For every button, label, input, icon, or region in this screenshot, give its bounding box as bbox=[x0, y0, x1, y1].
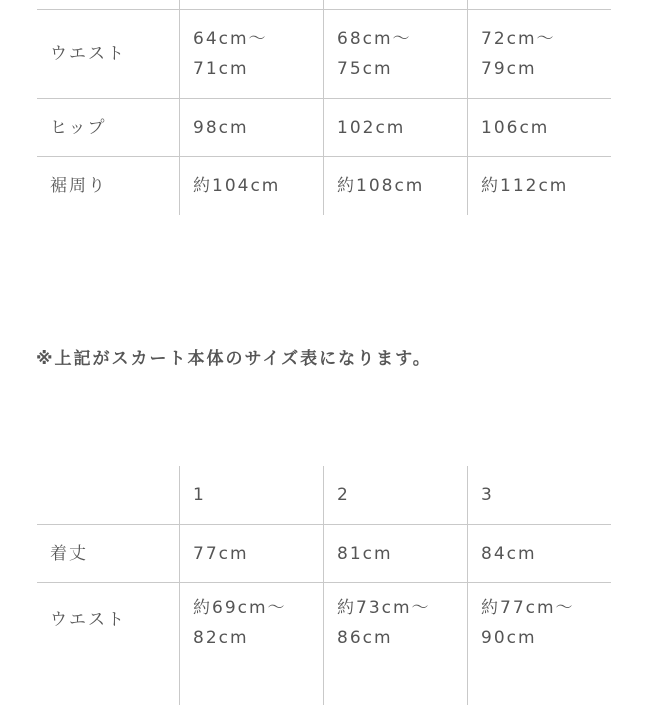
size-cell bbox=[468, 583, 612, 705]
cell-line: 約69cm〜 82cm bbox=[193, 598, 287, 648]
size-cell: 約104cm bbox=[180, 157, 324, 216]
size-cell: 98cm bbox=[180, 99, 324, 157]
cell-line: 68cm〜 75cm bbox=[337, 29, 412, 79]
table-row bbox=[37, 0, 611, 10]
size-cell: 84cm bbox=[468, 525, 612, 583]
table-row bbox=[37, 99, 611, 157]
size-cell bbox=[468, 0, 612, 10]
size-cell: 106cm bbox=[468, 99, 612, 157]
size-cell bbox=[324, 0, 468, 10]
header-cell-size-3: 3 bbox=[468, 466, 612, 525]
size-cell: 約108cm bbox=[324, 157, 468, 216]
size-cell: 102cm bbox=[324, 99, 468, 157]
table-header-row bbox=[37, 466, 611, 525]
table-row bbox=[37, 10, 611, 99]
size-cell bbox=[324, 10, 468, 99]
size-cell: 約112cm bbox=[468, 157, 612, 216]
size-cell: 81cm bbox=[324, 525, 468, 583]
size-cell bbox=[180, 583, 324, 705]
row-label-hip: ヒップ bbox=[37, 99, 180, 157]
size-table-note: ※上記がスカート本体のサイズ表になります。 bbox=[36, 344, 432, 369]
size-cell bbox=[180, 0, 324, 10]
size-cell: 77cm bbox=[180, 525, 324, 583]
table-row bbox=[37, 157, 611, 216]
table-row bbox=[37, 525, 611, 583]
row-label-length: 着丈 bbox=[37, 525, 180, 583]
header-cell-size-2: 2 bbox=[324, 466, 468, 525]
cell-line: 64cm〜 71cm bbox=[193, 29, 268, 79]
header-cell bbox=[37, 466, 180, 525]
table-row bbox=[37, 583, 611, 705]
size-table-2 bbox=[37, 466, 611, 705]
cell-line: 約77cm〜 90cm bbox=[481, 598, 575, 648]
cell-line: 72cm〜 79cm bbox=[481, 29, 556, 79]
row-label-waist: ウエスト bbox=[37, 10, 180, 99]
cell-line: 約73cm〜 86cm bbox=[337, 598, 431, 648]
header-cell-size-1: 1 bbox=[180, 466, 324, 525]
row-label-hem: 裾周り bbox=[37, 157, 180, 216]
row-label-waist: ウエスト bbox=[37, 583, 180, 705]
size-cell bbox=[180, 10, 324, 99]
skirt-size-table bbox=[37, 0, 611, 215]
size-cell bbox=[324, 583, 468, 705]
size-cell bbox=[468, 10, 612, 99]
row-label bbox=[37, 0, 180, 10]
